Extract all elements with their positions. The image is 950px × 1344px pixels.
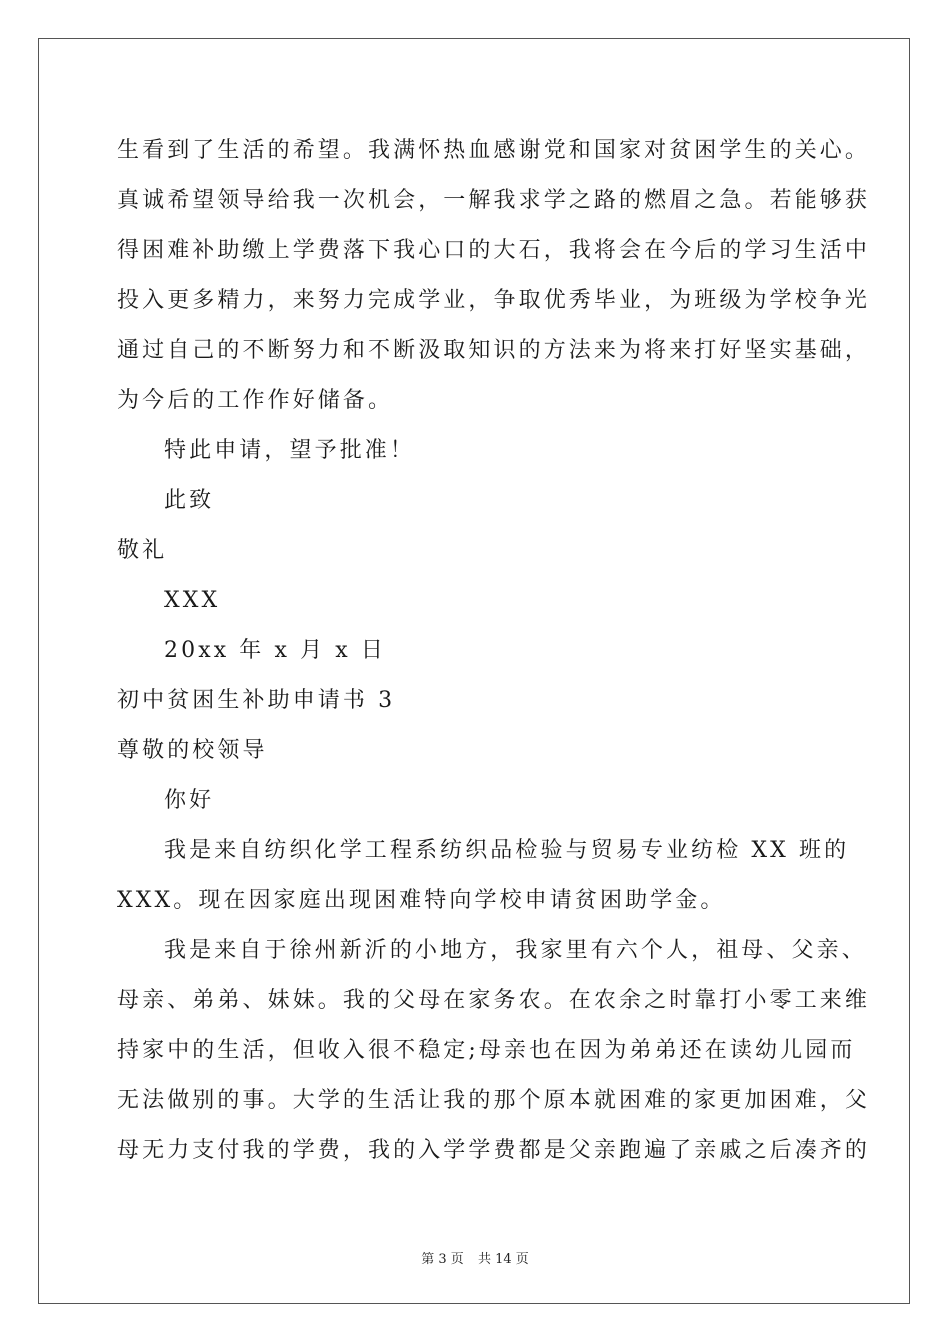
text-line: 母无力支付我的学费，我的入学学费都是父亲跑遍了亲戚之后凑齐的: [117, 1138, 871, 1163]
closing-request: 特此申请，望予批准！: [164, 438, 416, 463]
signature-name: XXX: [164, 588, 221, 613]
text-line: 得困难补助缴上学费落下我心口的大石，我将会在今后的学习生活中: [117, 238, 871, 263]
page-footer: [0, 1248, 950, 1267]
text-line: 无法做别的事。大学的生活让我的那个原本就困难的家更加困难，父: [117, 1088, 871, 1113]
signature-date: 20xx 年 x 月 x 日: [164, 638, 386, 663]
letter-greeting: 你好: [164, 788, 215, 813]
text-line: 持家中的生活，但收入很不稳定;母亲也在因为弟弟还在读幼儿园而: [117, 1038, 856, 1063]
text-line: 母亲、弟弟、妹妹。我的父母在家务农。在农余之时靠打小零工来维: [117, 988, 871, 1013]
page-total: 共 14 页: [477, 1252, 529, 1267]
text-line: XXX。现在因家庭出现困难特向学校申请贫困助学金。: [117, 888, 726, 913]
text-line: 为今后的工作作好储备。: [117, 388, 394, 413]
text-line: 生看到了生活的希望。我满怀热血感谢党和国家对贫困学生的关心。: [117, 138, 871, 163]
salutation-jingli: 敬礼: [117, 538, 168, 563]
page-number: 第 3 页: [421, 1252, 464, 1267]
letter-addressee: 尊敬的校领导: [117, 738, 268, 763]
document-body: [117, 126, 871, 1176]
text-line: 我是来自于徐州新沂的小地方，我家里有六个人，祖母、父亲、: [164, 938, 867, 963]
text-line: 通过自己的不断努力和不断汲取知识的方法来为将来打好坚实基础，: [117, 338, 871, 363]
salutation-cizhi: 此致: [164, 488, 215, 513]
text-line: 我是来自纺织化学工程系纺织品检验与贸易专业纺检 XX 班的: [164, 838, 850, 863]
text-line: 真诚希望领导给我一次机会，一解我求学之路的燃眉之急。若能够获: [117, 188, 871, 213]
text-line: 投入更多精力，来努力完成学业，争取优秀毕业，为班级为学校争光: [117, 288, 871, 313]
section-title: 初中贫困生补助申请书 3: [117, 688, 396, 713]
